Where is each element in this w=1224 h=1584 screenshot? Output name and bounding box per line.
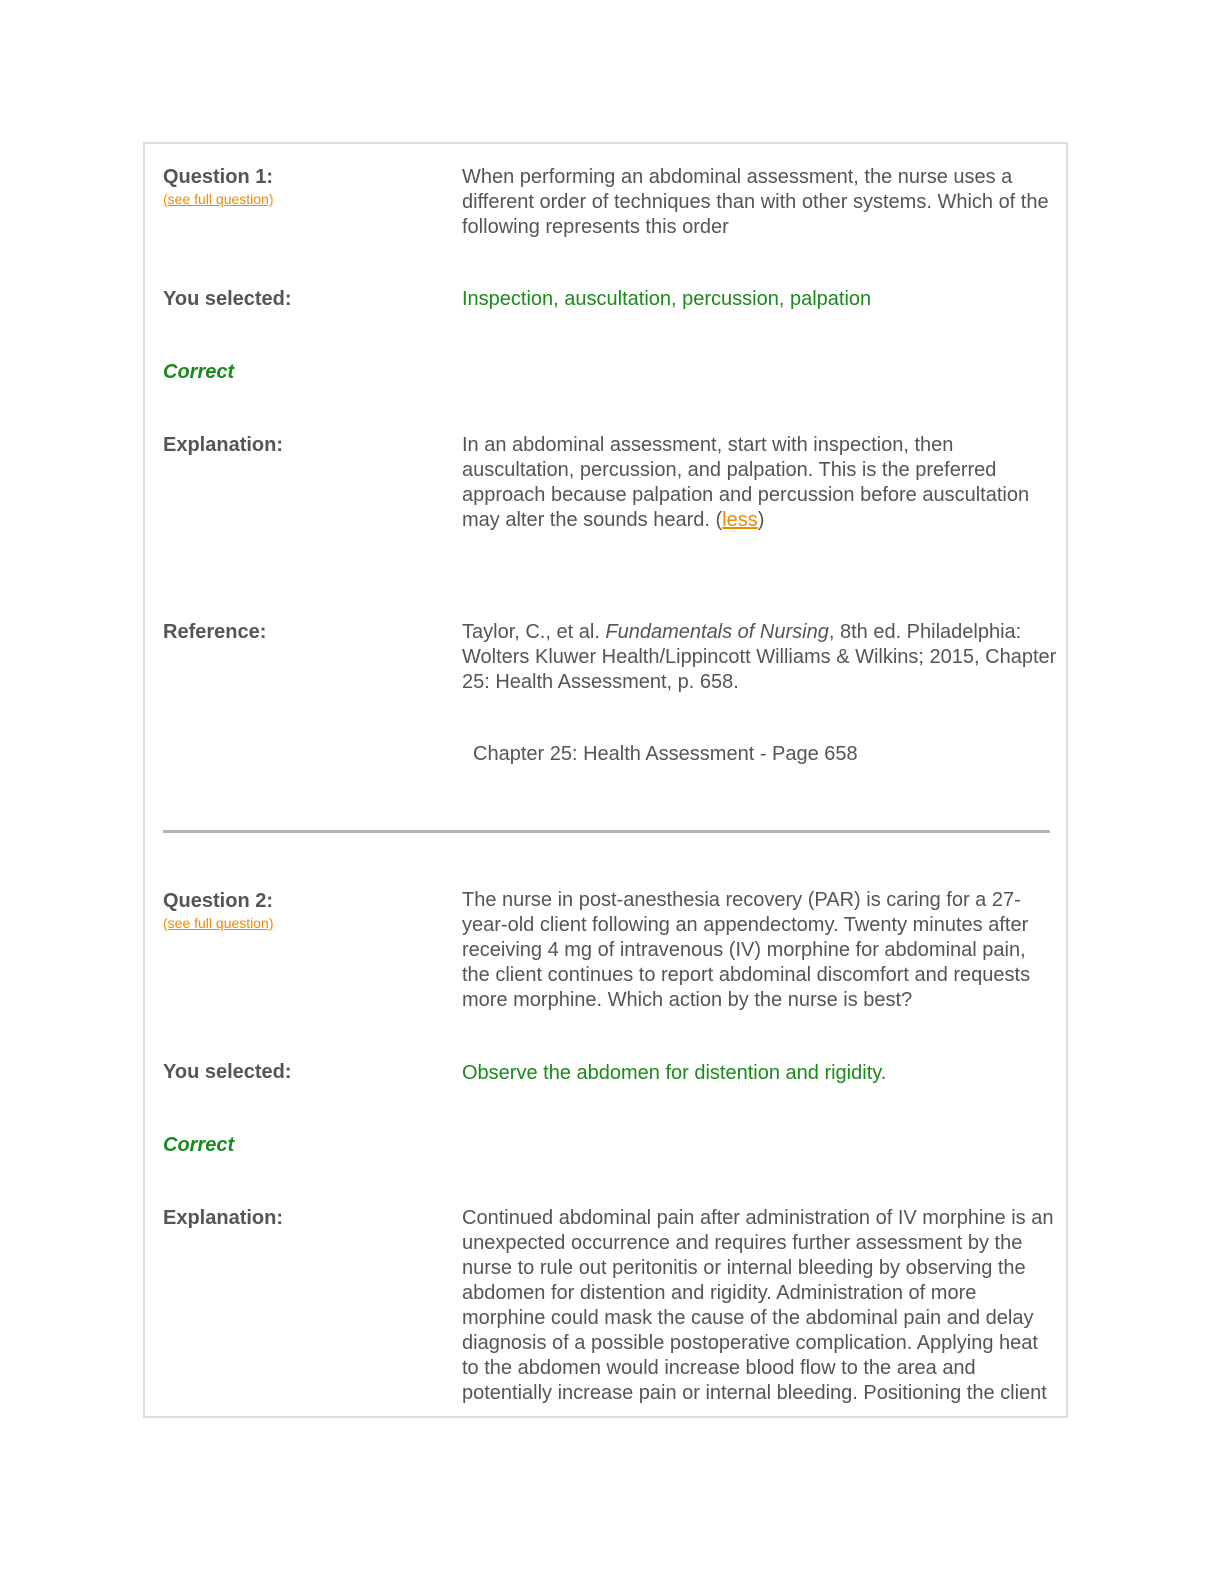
result-status-1: Correct xyxy=(163,361,235,383)
selected-answer-2: Observe the abdomen for distention and rigidity. xyxy=(462,1062,887,1084)
see-full-question-2-link[interactable]: (see full question) xyxy=(163,915,274,931)
reference-suffix: , 8th ed. Philadelphia: Wolters Kluwer Health/Lippincott Williams & Wilkins; 2015, Chapter 25: Health Assessment, p. 658. xyxy=(462,621,1057,693)
reference-prefix: Taylor, C., et al. xyxy=(462,621,606,643)
reference-1 xyxy=(462,620,1057,695)
question-2-label: Question 2: xyxy=(163,890,274,912)
less-link[interactable]: less xyxy=(722,509,758,531)
explanation-label-2: Explanation: xyxy=(163,1207,284,1229)
explanation-1-close: ) xyxy=(757,509,765,531)
explanation-label-1: Explanation: xyxy=(163,434,284,456)
explanation-1-text: In an abdominal assessment, start with inspection, then auscultation, percussion, and palpation. This is the preferred approach because palpation and percussion before auscultation may alter the sounds heard. ( xyxy=(462,434,1030,531)
question-1-label: Question 1: xyxy=(163,166,274,188)
result-status-2: Correct xyxy=(163,1134,235,1156)
selected-answer-1: Inspection, auscultation, percussion, palpation xyxy=(462,288,872,310)
explanation-2: Continued abdominal pain after administration of IV morphine is an unexpected occurrence and requires further assessment by the nurse to rule out peritonitis or internal bleeding by observing the abdomen for distention and rigidity. Administration of more morphine could mask the cause of the abdominal pain and delay diagnosis of a possible postoperative complication. Applying heat to the abdomen would increase blood flow to the area and potentially increase pain or internal bleeding. Positioning the client xyxy=(462,1207,1054,1404)
reference-book-title: Fundamentals of Nursing xyxy=(605,621,829,643)
question-2-text: The nurse in post-anesthesia recovery (PAR) is caring for a 27-year-old client following an appendectomy. Twenty minutes after receiving 4 mg of intravenous (IV) morphine for abdominal pain, the client continues to report abdominal discomfort and requests more morphine. Which action by the nurse is best? xyxy=(462,889,1031,1011)
you-selected-label-1: You selected: xyxy=(163,288,292,310)
you-selected-label-2: You selected: xyxy=(163,1061,292,1083)
question-1-text: When performing an abdominal assessment, the nurse uses a different order of techniques than with other systems. Which of the following represents this order xyxy=(462,166,1049,238)
reference-label-1: Reference: xyxy=(163,621,267,643)
explanation-1 xyxy=(462,433,1057,533)
see-full-question-1-link[interactable]: (see full question) xyxy=(163,191,274,207)
question-divider xyxy=(163,830,1050,833)
chapter-note-1: Chapter 25: Health Assessment - Page 658 xyxy=(473,743,858,765)
results-panel xyxy=(143,142,1068,1418)
